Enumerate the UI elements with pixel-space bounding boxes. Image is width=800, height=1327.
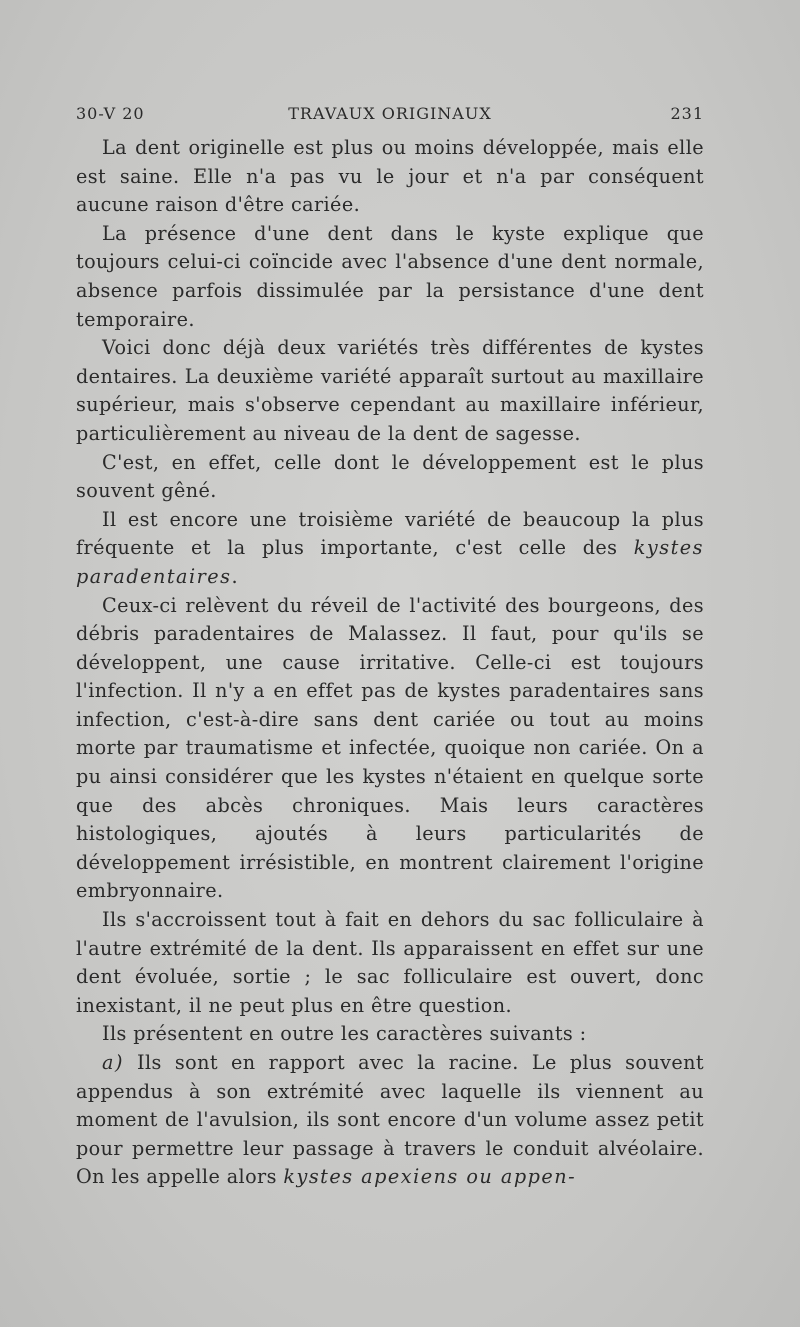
header-date: 30-V 20 (76, 104, 145, 123)
italic-term: kystes paradentaires (76, 536, 704, 588)
italic-term: kystes apexiens ou appen- (283, 1165, 577, 1189)
paragraph: Ils présentent en outre les caractères suivants : (102, 1022, 587, 1046)
list-marker: a) (102, 1051, 124, 1074)
page (76, 104, 704, 1192)
paragraph: La dent originelle est plus ou moins développée, mais elle est saine. Elle n'a pas vu le jour et n'a par conséquent aucune raison d'être cariée. (76, 136, 704, 217)
running-head (76, 104, 704, 134)
paragraph: Voici donc déjà deux variétés très différentes de kystes dentaires. La deuxième variété apparaît surtout au maxillaire supérieur, mais s'observe cependant au maxillaire inférieur, particulièrement au niveau de la dent de sagesse. (76, 336, 704, 445)
paragraph: Ceux-ci relèvent du réveil de l'activité des bourgeons, des débris paradentaires de Malassez. Il faut, pour qu'ils se développent, une cause irritative. Celle-ci est toujours l'infection. Il n'y a en effet pas de kystes paradentaires sans infection, c'est-à-dire sans dent cariée ou tout au moins morte par traumatisme et infectée, quoique non cariée. On a pu ainsi considérer que les kystes n'étaient en quelque sorte que des abcès chroniques. Mais leurs caractères histologiques, ajoutés à leurs particularités de développement irrésistible, en montrent clairement l'origine embryonnaire. (76, 593, 704, 903)
header-title: TRAVAUX ORIGINAUX (288, 104, 492, 123)
paragraph: C'est, en effet, celle dont le développement est le plus souvent gêné. (76, 450, 704, 503)
paragraph: a) Ils sont en rapport avec la racine. Le plus souvent appendus à son extrémité avec laquelle ils viennent au moment de l'avulsion, ils sont encore d'un volume assez petit pour permettre leur passage à travers le conduit alvéolaire. On les appelle alors kystes apexiens ou appen- (76, 1051, 704, 1189)
paragraph: Il est encore une troisième variété de beaucoup la plus fréquente et la plus importante, c'est celle des kystes paradentaires. (76, 507, 704, 588)
paragraph: La présence d'une dent dans le kyste explique que toujours celui-ci coïncide avec l'absence d'une dent normale, absence parfois dissimulée par la persistance d'une dent temporaire. (76, 221, 704, 331)
paragraph: Ils s'accroissent tout à fait en dehors du sac folliculaire à l'autre extrémité de la dent. Ils apparaissent en effet sur une dent évoluée, sortie ; le sac folliculaire est ouvert, donc inexistant, il ne peut plus en être question. (76, 908, 704, 1017)
body-text (76, 134, 704, 1192)
page-number: 231 (670, 104, 704, 123)
